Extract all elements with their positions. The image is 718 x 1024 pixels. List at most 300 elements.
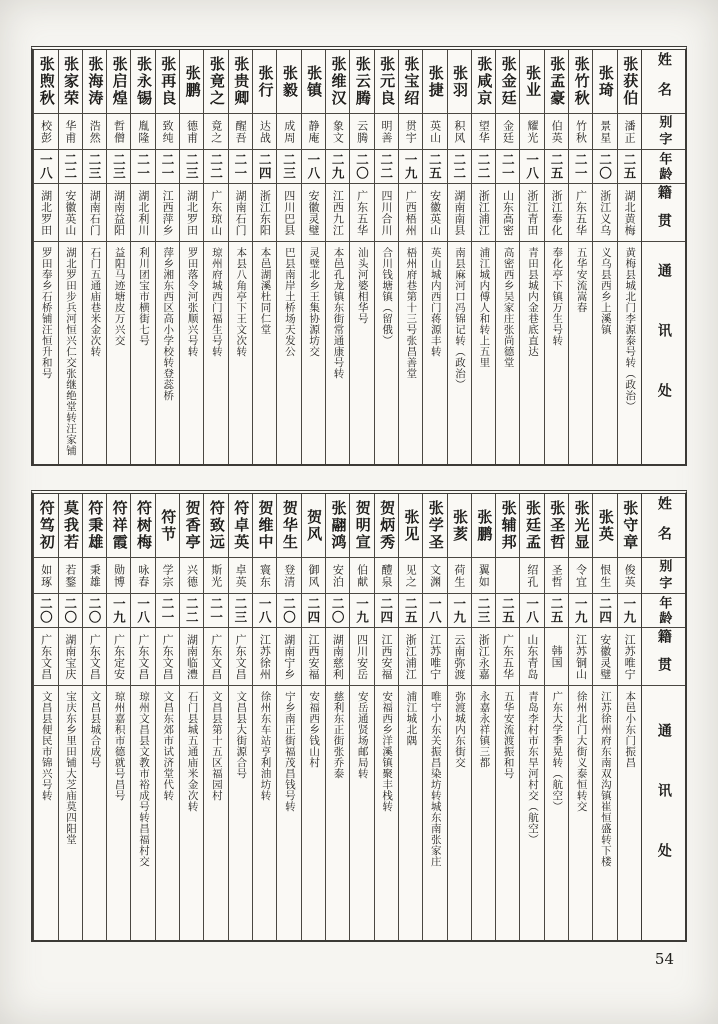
entry-age: 一九	[573, 597, 589, 624]
entry-native-place: 江西九江	[331, 189, 345, 236]
entry-age-cell	[496, 594, 519, 628]
entry-courtesy-name-cell	[593, 558, 616, 594]
entry-address-cell	[593, 242, 616, 464]
entry-age-cell	[131, 150, 154, 184]
entry-name: 张业	[523, 64, 542, 99]
entry-name-cell	[618, 50, 641, 114]
entry-name-cell	[229, 494, 252, 558]
entry-courtesy-name-cell	[326, 558, 349, 594]
header-native-place-cell	[642, 628, 685, 686]
entry-age-cell	[156, 150, 179, 184]
entry-name: 张元良	[378, 56, 397, 107]
entry-age-cell	[326, 594, 349, 628]
register-entry-column	[301, 50, 325, 464]
entry-address: 文昌县第十五区福园村	[210, 691, 223, 801]
entry-courtesy-name-cell	[520, 114, 543, 150]
entry-courtesy-name-cell	[277, 114, 300, 150]
entry-native-place: 云南弥渡	[452, 633, 466, 680]
entry-age: 二五	[621, 153, 637, 180]
entry-name: 张辅邦	[499, 500, 518, 551]
entry-address-cell	[399, 242, 422, 464]
entry-courtesy-name: 恨生	[598, 563, 612, 588]
entry-age-cell	[423, 594, 446, 628]
entry-name: 张圣哲	[548, 500, 567, 551]
entry-address: 石门五通庙巷米金次转	[89, 247, 102, 357]
entry-address: 湖北罗田步兵河恒兴仁交张继绝堂转汪家铺	[65, 247, 78, 456]
entry-native-place: 广东文昌	[209, 633, 223, 680]
entry-age-cell	[107, 594, 130, 628]
entry-name: 张英	[596, 508, 615, 543]
entry-courtesy-name: 登清	[282, 563, 296, 588]
entry-address: 安福西乡洋溪镇聚丰栈转	[381, 691, 394, 812]
entry-native-place-cell	[399, 184, 422, 242]
entry-courtesy-name: 御风	[307, 563, 321, 588]
entry-age: 一八	[524, 597, 540, 624]
entry-courtesy-name: 荷生	[452, 563, 466, 588]
entry-age: 二五	[548, 153, 564, 180]
entry-address-cell	[180, 242, 203, 464]
entry-address: 南县麻河口冯锦记转（政治）	[454, 247, 467, 390]
entry-address-cell	[448, 686, 471, 940]
entry-native-place: 广东五华	[355, 189, 369, 236]
entry-age-cell	[34, 150, 57, 184]
entry-name: 张学圣	[426, 500, 445, 551]
entry-address: 安岳通贤场邮局转	[356, 691, 369, 779]
register-entry-column	[33, 494, 57, 940]
header-age-cell	[642, 594, 685, 628]
entry-address: 罗田落令河张顺兴号转	[186, 247, 199, 357]
entry-name: 贺维中	[256, 500, 275, 551]
entry-courtesy-name: 明善	[379, 119, 393, 144]
entry-name: 张维汉	[329, 56, 348, 107]
entry-courtesy-name: 望华	[477, 119, 491, 144]
entry-name-cell	[350, 50, 373, 114]
entry-name-cell	[59, 50, 82, 114]
entry-native-place-cell	[83, 628, 106, 686]
entry-name: 张永锡	[134, 56, 153, 107]
entry-age-cell	[375, 594, 398, 628]
entry-age-cell	[472, 150, 495, 184]
entry-courtesy-name-cell	[618, 558, 641, 594]
entry-courtesy-name: 英山	[428, 119, 442, 144]
entry-address: 文昌县城合成号	[89, 691, 102, 768]
entry-name-cell	[277, 50, 300, 114]
entry-courtesy-name-cell	[302, 558, 325, 594]
entry-courtesy-name: 致纯	[161, 119, 175, 144]
entry-name: 张光显	[572, 500, 591, 551]
entry-name: 张镇	[305, 64, 324, 99]
entry-age: 二〇	[597, 153, 613, 180]
entry-address: 江苏徐州府东南双沟镇崔恒盛转下楼	[599, 691, 612, 867]
entry-native-place-cell	[107, 184, 130, 242]
entry-courtesy-name-cell	[448, 114, 471, 150]
entry-courtesy-name: 浩然	[88, 119, 102, 144]
entry-name-cell	[569, 494, 592, 558]
entry-name: 符节	[159, 508, 178, 543]
entry-name-cell	[180, 494, 203, 558]
entry-age: 二〇	[38, 597, 54, 624]
register-entry-column	[301, 494, 325, 940]
entry-name-cell	[545, 50, 568, 114]
entry-age: 二五	[500, 597, 516, 624]
entry-courtesy-name-cell	[545, 114, 568, 150]
entry-courtesy-name: 竹秋	[574, 119, 588, 144]
entry-courtesy-name-cell	[472, 114, 495, 150]
entry-age-cell	[277, 150, 300, 184]
entry-address-cell	[569, 242, 592, 464]
register-entry-column	[495, 50, 519, 464]
entry-name: 张行	[256, 64, 275, 99]
entry-native-place: 江苏唯宁	[428, 633, 442, 680]
entry-courtesy-name-cell	[375, 114, 398, 150]
register-entry-column	[398, 494, 422, 940]
entry-address-cell	[229, 242, 252, 464]
entry-name: 张孟豪	[548, 56, 567, 107]
entry-address: 文昌东郊市试济堂代转	[162, 691, 175, 801]
entry-name: 贺明宣	[353, 500, 372, 551]
entry-courtesy-name-cell	[59, 114, 82, 150]
entry-native-place-cell	[496, 628, 519, 686]
register-entry-column	[398, 50, 422, 464]
entry-address-cell	[131, 686, 154, 940]
entry-age-cell	[350, 150, 373, 184]
entry-native-place: 浙江东阳	[258, 189, 272, 236]
entry-native-place-cell	[131, 628, 154, 686]
entry-courtesy-name: 云腾	[355, 119, 369, 144]
register-entry-column	[471, 494, 495, 940]
entry-address: 浦江城内傅人和转上五里	[478, 247, 491, 368]
header-courtesy-name-label: 别字	[656, 114, 672, 149]
entry-native-place-cell	[229, 184, 252, 242]
header-name-cell	[642, 50, 685, 114]
entry-address: 石门县城五通庙米金次转	[186, 691, 199, 812]
entry-native-place-cell	[593, 628, 616, 686]
entry-native-place: 广东定安	[112, 633, 126, 680]
entry-native-place: 四川合川	[379, 189, 393, 236]
entry-address-cell	[156, 686, 179, 940]
entry-age: 一八	[135, 597, 151, 624]
entry-courtesy-name: 潘正	[623, 119, 637, 144]
entry-age: 二三	[281, 153, 297, 180]
entry-age-cell	[131, 594, 154, 628]
entry-courtesy-name: 勋博	[112, 563, 126, 588]
entry-courtesy-name: 伯献	[355, 563, 369, 588]
entry-courtesy-name: 卓英	[234, 563, 248, 588]
entry-address-cell	[399, 686, 422, 940]
register-entry-column	[374, 50, 398, 464]
entry-age-cell	[545, 150, 568, 184]
entry-native-place-cell	[107, 628, 130, 686]
register-table-top	[31, 46, 687, 466]
entry-address: 英山城内西门蒋源丰转	[429, 247, 442, 357]
entry-native-place: 安徽灵璧	[598, 633, 612, 680]
entry-address-cell	[326, 686, 349, 940]
entry-native-place: 广西梧州	[404, 189, 418, 236]
entry-native-place-cell	[375, 628, 398, 686]
entry-native-place: 江苏唯宁	[623, 633, 637, 680]
entry-native-place: 山东青岛	[525, 633, 539, 680]
entry-name: 张捷	[426, 64, 445, 99]
header-courtesy-name-cell	[642, 114, 685, 150]
register-entry-column	[155, 494, 179, 940]
entry-courtesy-name: 华甫	[63, 119, 77, 144]
entry-native-place-cell	[253, 628, 276, 686]
entry-courtesy-name-cell	[131, 558, 154, 594]
entry-courtesy-name: 兴德	[185, 563, 199, 588]
entry-name: 张翮鸿	[329, 500, 348, 551]
entry-age-cell	[593, 594, 616, 628]
entry-age: 二五	[403, 597, 419, 624]
entry-address-cell	[326, 242, 349, 464]
entry-name-cell	[302, 494, 325, 558]
entry-age: 二二	[476, 153, 492, 180]
entry-address: 灵璧北乡王集协源坊交	[308, 247, 321, 357]
register-entry-column	[325, 494, 349, 940]
entry-native-place: 湖北黄梅	[623, 189, 637, 236]
register-entry-column	[617, 494, 641, 940]
entry-age-cell	[326, 150, 349, 184]
entry-name-cell	[204, 494, 227, 558]
entry-name-cell	[180, 50, 203, 114]
entry-address-cell	[204, 242, 227, 464]
entry-address: 唯宁小东关振昌染坊转城东南张家庄	[429, 691, 442, 867]
entry-courtesy-name: 竟之	[209, 119, 223, 144]
entry-native-place: 浙江永嘉	[477, 633, 491, 680]
entry-courtesy-name-cell	[496, 558, 519, 594]
entry-address-cell	[253, 686, 276, 940]
entry-native-place-cell	[618, 184, 641, 242]
entry-native-place: 广东文昌	[39, 633, 53, 680]
entry-courtesy-name: 达战	[258, 119, 272, 144]
entry-age: 二〇	[330, 597, 346, 624]
register-entry-column	[58, 494, 82, 940]
entry-courtesy-name: 寰东	[258, 563, 272, 588]
entry-address-cell	[350, 686, 373, 940]
entry-native-place-cell	[472, 628, 495, 686]
entry-native-place: 江西安福	[379, 633, 393, 680]
register-entry-column	[568, 494, 592, 940]
entry-age-cell	[180, 150, 203, 184]
entry-name: 贺炳秀	[378, 500, 397, 551]
entry-address: 琼州文昌县文教市裕成号转昌福村交	[137, 691, 150, 867]
entry-name: 张家荣	[62, 56, 81, 107]
entry-name: 张鹏	[475, 508, 494, 543]
entry-address: 慈利东正街张乔泰	[332, 691, 345, 779]
entry-courtesy-name-cell	[229, 558, 252, 594]
entry-address-cell	[131, 242, 154, 464]
register-entry-column	[325, 50, 349, 464]
entry-native-place-cell	[520, 628, 543, 686]
entry-native-place: 安徽灵璧	[307, 189, 321, 236]
register-table-bottom	[31, 490, 687, 942]
entry-name: 张守章	[621, 500, 640, 551]
entry-address: 本县八角亭下王文次转	[235, 247, 248, 357]
register-entry-column	[519, 494, 543, 940]
entry-courtesy-name: 秉雄	[88, 563, 102, 588]
entry-name: 张云腾	[353, 56, 372, 107]
entry-native-place: 湖南益阳	[112, 189, 126, 236]
entry-address: 本邑孔龙镇东街常通康号转	[332, 247, 345, 379]
entry-courtesy-name-cell	[204, 558, 227, 594]
entry-native-place: 韩国	[550, 645, 564, 668]
entry-name: 张廷孟	[523, 500, 542, 551]
entry-name: 贺风	[305, 508, 324, 543]
entry-age: 二四	[378, 597, 394, 624]
entry-native-place-cell	[34, 628, 57, 686]
entry-address: 汕头河婆相华号	[356, 247, 369, 324]
entry-native-place-cell	[253, 184, 276, 242]
entry-courtesy-name: 见之	[404, 563, 418, 588]
entry-native-place-cell	[423, 184, 446, 242]
entry-courtesy-name-cell	[545, 558, 568, 594]
entry-age-cell	[156, 594, 179, 628]
entry-native-place: 浙江义乌	[598, 189, 612, 236]
register-entry-column	[422, 494, 446, 940]
entry-age: 二一	[500, 153, 516, 180]
entry-age: 一八	[38, 153, 54, 180]
entry-courtesy-name: 金廷	[501, 119, 515, 144]
entry-age-cell	[569, 150, 592, 184]
entry-name-cell	[375, 50, 398, 114]
entry-courtesy-name-cell	[83, 558, 106, 594]
entry-age-cell	[83, 594, 106, 628]
entry-courtesy-name-cell	[180, 114, 203, 150]
entry-address: 弥渡城内东街交	[454, 691, 467, 768]
entry-native-place-cell	[448, 184, 471, 242]
register-entry-column	[544, 50, 568, 464]
entry-age-cell	[204, 594, 227, 628]
entry-address: 永嘉永祥镇三都	[478, 691, 491, 768]
entry-name-cell	[593, 494, 616, 558]
entry-age-cell	[375, 150, 398, 184]
register-entry-column	[519, 50, 543, 464]
entry-name-cell	[229, 50, 252, 114]
entry-native-place-cell	[34, 184, 57, 242]
entry-name: 张启煌	[110, 56, 129, 107]
entry-address: 青田县城内金巷底直达	[526, 247, 539, 357]
entry-native-place-cell	[569, 628, 592, 686]
entry-name-cell	[302, 50, 325, 114]
register-entry-column	[252, 494, 276, 940]
entry-native-place: 四川巴县	[282, 189, 296, 236]
entry-name-cell	[83, 50, 106, 114]
entry-courtesy-name-cell	[277, 558, 300, 594]
entry-address-cell	[593, 686, 616, 940]
register-entry-column	[106, 494, 130, 940]
register-entry-column	[228, 494, 252, 940]
entry-name-cell	[326, 50, 349, 114]
entry-age-cell	[448, 150, 471, 184]
register-entry-column	[617, 50, 641, 464]
header-address-cell	[642, 686, 685, 940]
entry-name-cell	[545, 494, 568, 558]
entry-address-cell	[59, 686, 82, 940]
header-native-place-cell	[642, 184, 685, 242]
entry-address: 浦江城北隅	[405, 691, 418, 746]
entry-age-cell	[229, 594, 252, 628]
entry-address-cell	[156, 242, 179, 464]
entry-address: 奉化亭下镇万生号转	[551, 247, 564, 346]
entry-courtesy-name-cell	[375, 558, 398, 594]
entry-address: 安福西乡钱山村	[308, 691, 321, 768]
entry-name-cell	[131, 494, 154, 558]
entry-age-cell	[423, 150, 446, 184]
entry-courtesy-name-cell	[34, 558, 57, 594]
entry-name-cell	[34, 50, 57, 114]
entry-address-cell	[496, 242, 519, 464]
entry-age-cell	[204, 150, 227, 184]
entry-courtesy-name-cell	[399, 558, 422, 594]
entry-name: 张煦秋	[37, 56, 56, 107]
entry-age: 二四	[597, 597, 613, 624]
entry-courtesy-name: 耀光	[525, 119, 539, 144]
register-entry-column	[276, 494, 300, 940]
register-entry-column	[228, 50, 252, 464]
register-entry-column	[471, 50, 495, 464]
entry-age: 二四	[305, 597, 321, 624]
entry-columns-top	[33, 50, 641, 464]
header-address-label: 通讯处	[655, 263, 672, 443]
entry-address: 本邑湖溪杜同仁堂	[259, 247, 272, 335]
entry-age: 二三	[232, 597, 248, 624]
entry-courtesy-name-cell	[107, 558, 130, 594]
header-courtesy-name-label: 别字	[656, 558, 672, 593]
register-entry-column	[495, 494, 519, 940]
entry-age: 一九	[451, 597, 467, 624]
entry-native-place-cell	[423, 628, 446, 686]
entry-age: 二三	[184, 153, 200, 180]
entry-address-cell	[59, 242, 82, 464]
entry-native-place-cell	[302, 628, 325, 686]
entry-age: 一九	[621, 597, 637, 624]
entry-address-cell	[253, 242, 276, 464]
entry-native-place: 浙江青田	[525, 189, 539, 236]
entry-address-cell	[569, 686, 592, 940]
entry-age: 二一	[232, 153, 248, 180]
entry-address: 合川钱塘镇（留俄）	[381, 247, 394, 346]
entry-courtesy-name: 圣哲	[550, 563, 564, 588]
entry-native-place: 湖南石门	[234, 189, 248, 236]
entry-courtesy-name: 安泊	[331, 563, 345, 588]
entry-name-cell	[399, 494, 422, 558]
entry-age: 二四	[257, 153, 273, 180]
entry-address-cell	[618, 686, 641, 940]
register-entry-column	[203, 494, 227, 940]
entry-name: 张贵卿	[232, 56, 251, 107]
entry-courtesy-name-cell	[326, 114, 349, 150]
entry-age-cell	[399, 150, 422, 184]
entry-courtesy-name-cell	[107, 114, 130, 150]
entry-native-place-cell	[180, 184, 203, 242]
register-entry-column	[252, 50, 276, 464]
entry-age: 二三	[111, 153, 127, 180]
row-header-column	[641, 50, 685, 464]
entry-native-place-cell	[545, 628, 568, 686]
entry-address: 巴县南岸土桥场天发公	[283, 247, 296, 357]
entry-name-cell	[399, 50, 422, 114]
entry-courtesy-name: 若鍪	[63, 563, 77, 588]
entry-address-cell	[350, 242, 373, 464]
entry-native-place-cell	[472, 184, 495, 242]
entry-address: 徐州北门大街义泰恒转交	[575, 691, 588, 812]
entry-address-cell	[204, 686, 227, 940]
entry-address: 宝庆东乡里田铺大芝庙莫四阳堂	[65, 691, 78, 845]
entry-age-cell	[229, 150, 252, 184]
entry-name: 张羽	[451, 64, 470, 99]
entry-name: 符树梅	[134, 500, 153, 551]
entry-native-place-cell	[229, 628, 252, 686]
entry-native-place-cell	[131, 184, 154, 242]
